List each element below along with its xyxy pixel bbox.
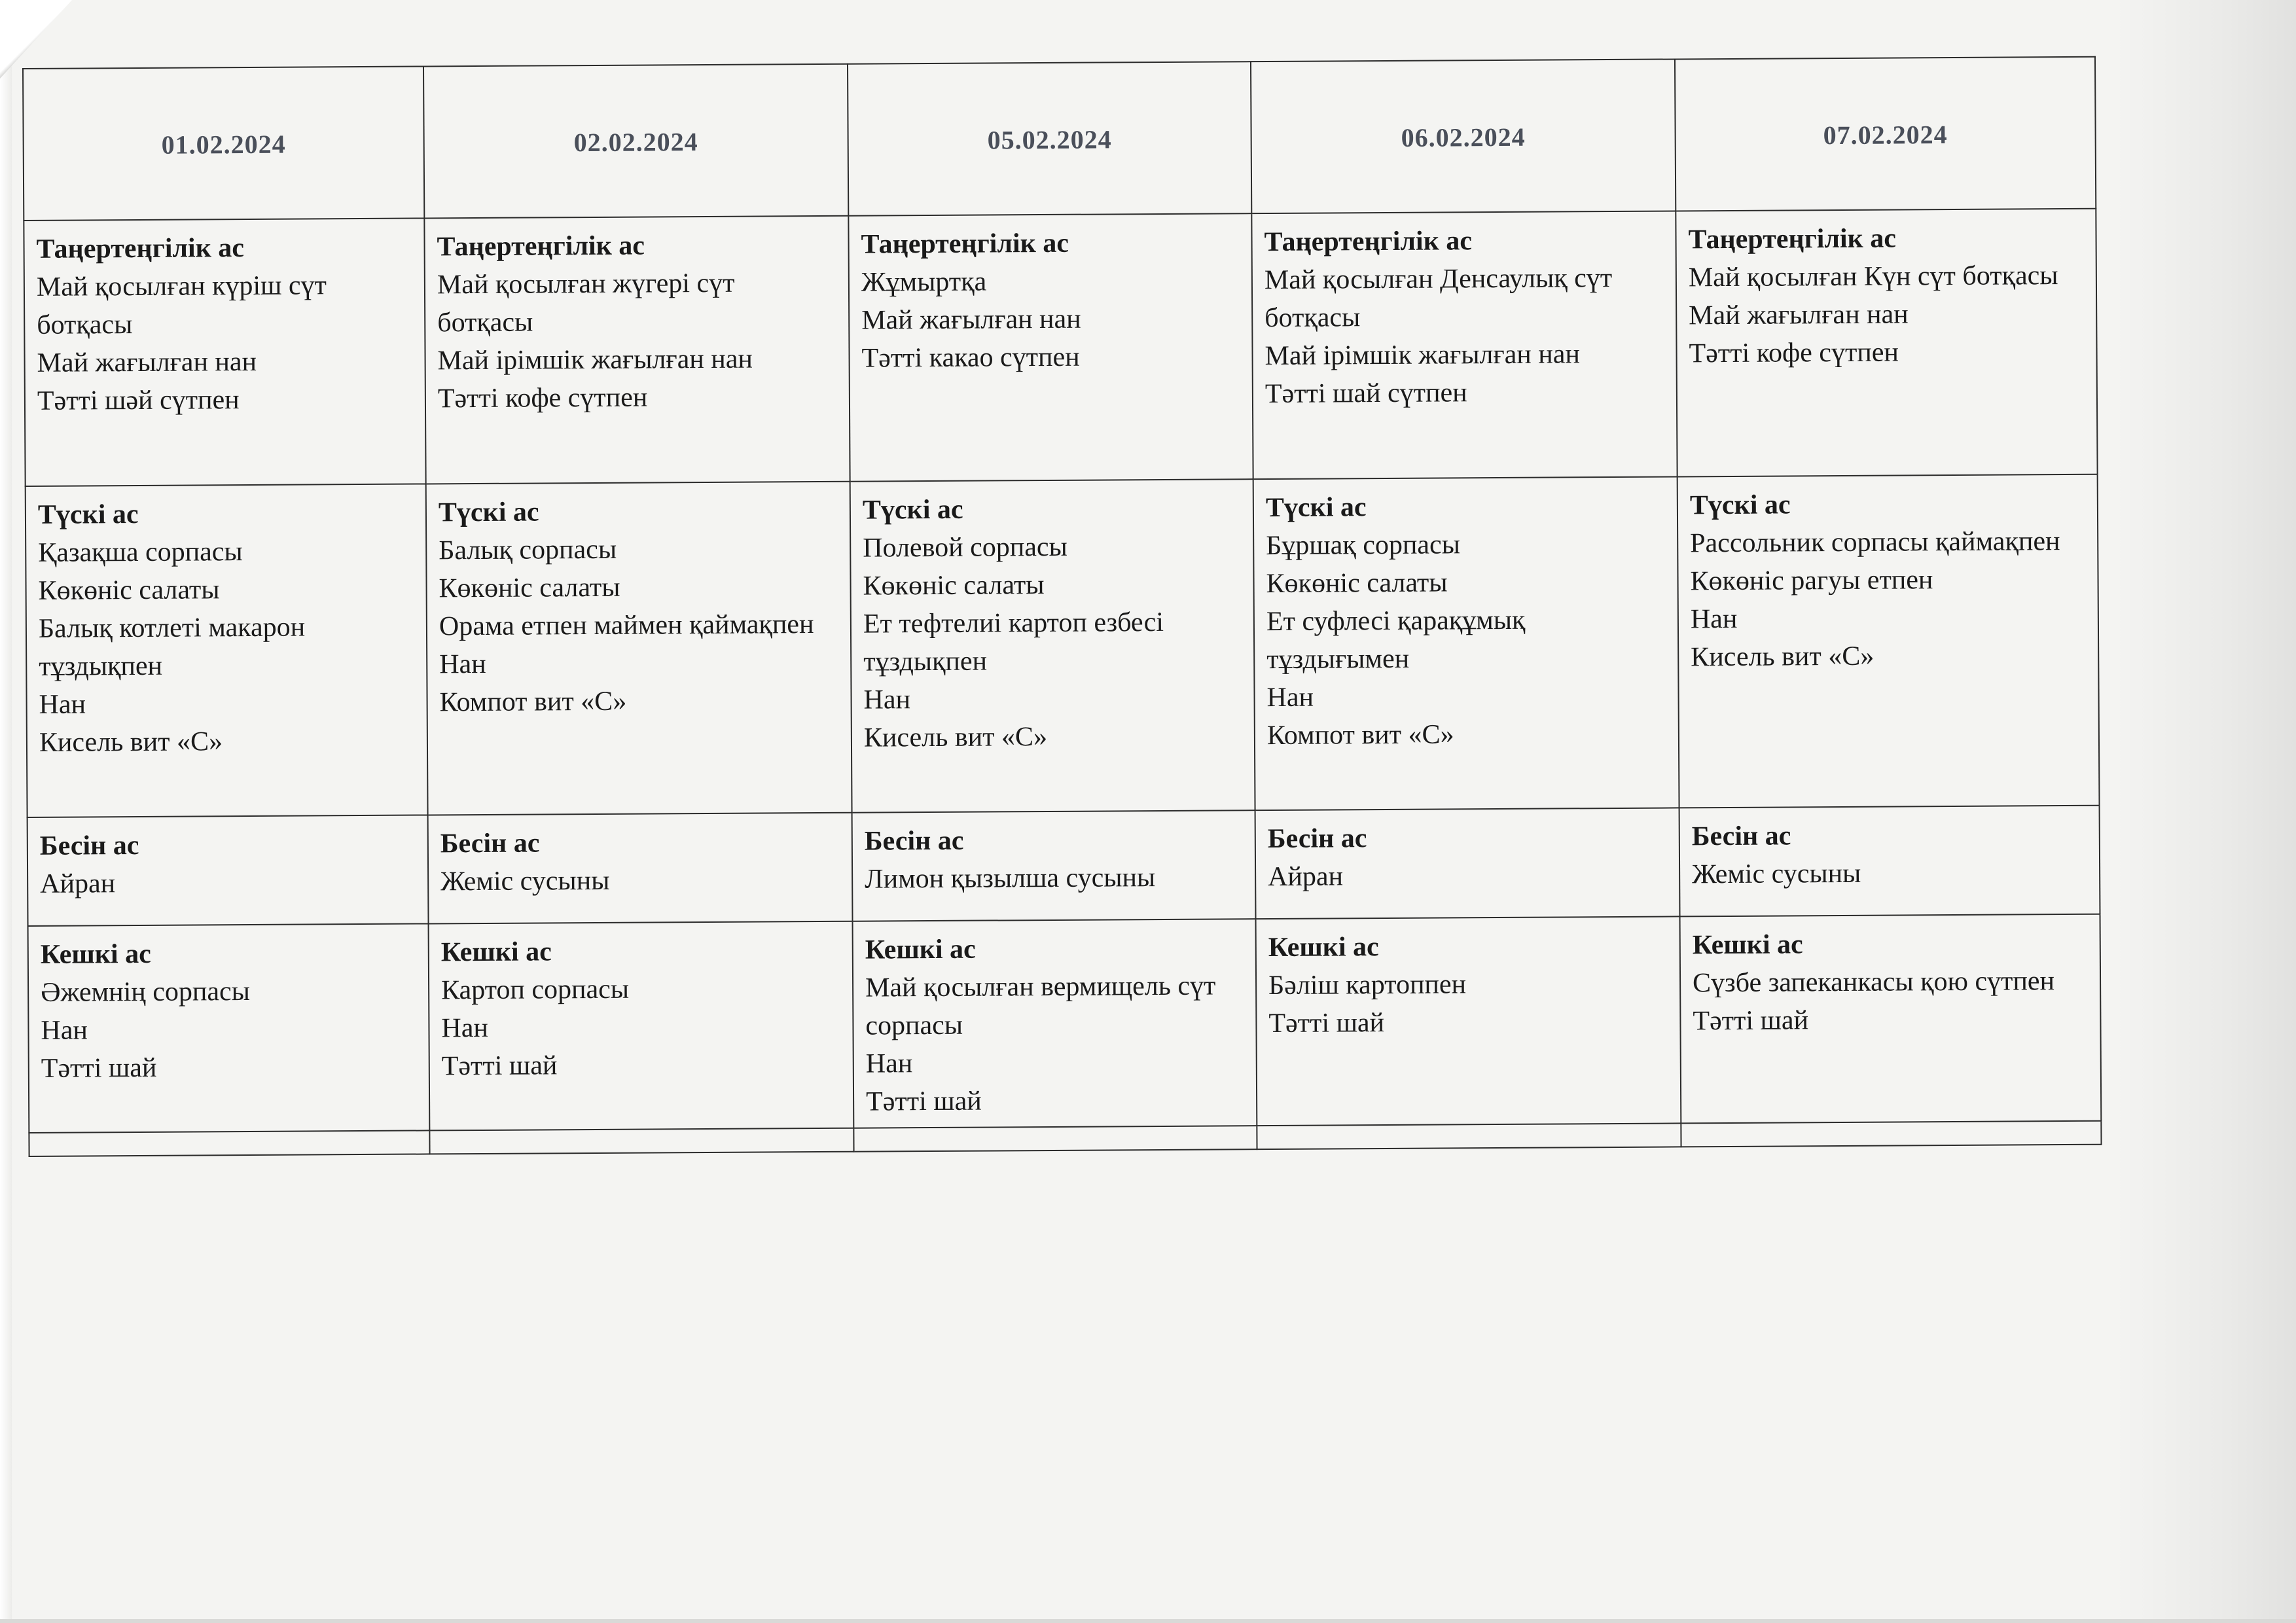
meal-title: Түскі ас: [37, 499, 139, 530]
lunch-row: [26, 474, 2100, 817]
empty-cell: [1681, 1121, 2101, 1147]
dish-item: Кисель вит «С»: [1691, 641, 1874, 673]
date-header: 06.02.2024: [1251, 59, 1676, 213]
dish-item: Тәтті шай: [865, 1086, 982, 1117]
meal-cell: [26, 484, 428, 817]
dish-item: Май жағылған нан: [861, 304, 1081, 336]
meal-title: Кешкі ас: [440, 936, 552, 968]
meal-cell: [1680, 914, 2102, 1124]
dish-item: Май жағылған нан: [37, 346, 257, 378]
dish-item: Нан: [865, 1048, 913, 1079]
dish-item: Картоп сорпасы: [440, 974, 630, 1006]
dish-item: Лимон қызылша сусыны: [865, 863, 1156, 895]
dish-item: Нан: [1690, 603, 1738, 635]
dish-item: Кисель вит «С»: [39, 726, 223, 758]
dish-item: Полевой сорпасы: [863, 531, 1067, 563]
meal-cell: [1256, 916, 1681, 1126]
meal-cell: [1255, 808, 1680, 919]
dish-item: Ет суфлесі қарақұмық тұздығымен: [1266, 605, 1526, 675]
dish-item: Бұршақ сорпасы: [1266, 529, 1460, 562]
dish-item: Май қосылған Күн сүт ботқасы: [1688, 260, 2058, 293]
dish-item: Тәтті шай сүтпен: [1265, 378, 1467, 410]
folded-corner: [0, 0, 72, 79]
meal-title: Түскі ас: [438, 497, 539, 528]
meal-title: Кешкі ас: [40, 938, 151, 970]
meal-title: Таңертеңгілік ас: [437, 230, 645, 262]
dish-item: Тәтті шай: [1693, 1005, 1809, 1037]
dish-item: Нан: [41, 1015, 88, 1046]
dish-item: Май қосылған Денсаулық сүт ботқасы: [1264, 263, 1613, 334]
dish-item: Нан: [863, 685, 911, 715]
dish-item: Көкөніс салаты: [863, 570, 1045, 601]
dish-item: Орама етпен маймен қаймақпен: [439, 609, 814, 642]
dish-item: Кисель вит «С»: [863, 721, 1048, 753]
dish-item: Май жағылған нан: [1689, 299, 1909, 331]
dish-item: Тәтті какао сүтпен: [861, 342, 1080, 374]
meal-title: Таңертеңгілік ас: [1688, 223, 1897, 255]
dish-item: Тәтті шай: [41, 1052, 157, 1084]
dish-item: Бәліш картоппен: [1268, 969, 1467, 1001]
meal-cell: [852, 810, 1256, 921]
dish-item: Май қосылған күріш сүт ботқасы: [36, 270, 327, 340]
meal-title: Таңертеңгілік ас: [1264, 226, 1473, 258]
meal-cell: [428, 813, 853, 924]
dish-item: Жұмыртқа: [861, 266, 987, 298]
dish-item: Нан: [439, 649, 486, 680]
dish-item: Май қосылған вермищель сүт сорпасы: [865, 971, 1216, 1041]
meal-title: Кешкі ас: [865, 934, 976, 965]
meal-cell: [853, 919, 1257, 1128]
meal-title: Бесін ас: [39, 830, 139, 861]
meal-title: Бесін ас: [1691, 821, 1791, 852]
dish-item: Компот вит «С»: [1266, 719, 1454, 751]
dish-item: Тәтті шай: [1268, 1008, 1385, 1039]
date-header: 01.02.2024: [23, 66, 424, 221]
date-header: 02.02.2024: [423, 64, 848, 219]
dish-item: Жеміс сусыны: [440, 865, 610, 897]
meal-cell: [429, 921, 854, 1131]
dish-item: Айран: [1268, 861, 1344, 893]
menu-table: [22, 56, 2102, 1157]
snack-row: [27, 806, 2100, 926]
dish-item: Май ірімшік жағылған нан: [437, 344, 753, 376]
dish-item: Нан: [39, 689, 86, 720]
dish-item: Әжемнің сорпасы: [41, 976, 251, 1008]
meal-cell: [424, 216, 850, 484]
meal-title: Бесін ас: [1267, 823, 1367, 855]
meal-cell: [24, 218, 425, 486]
meal-title: Кешкі ас: [1692, 929, 1803, 961]
dish-item: Балық сорпасы: [439, 534, 617, 566]
meal-cell: [1251, 211, 1677, 479]
scan-shadow: [2113, 0, 2296, 1623]
dish-item: Май қосылған жүгері сүт ботқасы: [437, 268, 735, 338]
dish-item: Компот вит «С»: [439, 686, 627, 718]
dish-item: Тәтті шәй сүтпен: [37, 385, 240, 416]
dish-item: Тәтті кофе сүтпен: [437, 382, 648, 414]
dish-item: Тәтті шай: [441, 1050, 558, 1082]
meal-title: Бесін ас: [864, 825, 964, 857]
dish-item: Май ірімшік жағылған нан: [1265, 339, 1581, 372]
empty-cell: [429, 1128, 853, 1154]
empty-cell: [29, 1130, 429, 1156]
date-header-row: [23, 57, 2096, 221]
scan-bottom-edge: [0, 1619, 2296, 1623]
dish-item: Көкөніс салаты: [439, 572, 620, 604]
breakfast-row: [24, 209, 2097, 486]
meal-title: Түскі ас: [1265, 492, 1367, 524]
dish-item: Балық котлеті макарон тұздықпен: [38, 612, 306, 682]
dish-item: Нан: [1266, 682, 1314, 713]
meal-cell: [848, 213, 1253, 482]
meal-title: Түскі ас: [1689, 490, 1791, 521]
dish-item: Сүзбе запеканкасы қою сүтпен: [1692, 966, 2055, 999]
meal-title: Кешкі ас: [1268, 932, 1379, 963]
meal-title: Таңертеңгілік ас: [861, 228, 1069, 260]
meal-cell: [426, 482, 852, 815]
dinner-row: [28, 914, 2102, 1133]
dish-item: Нан: [441, 1012, 489, 1044]
dish-item: Ет тефтелиі картоп езбесі тұздықпен: [863, 607, 1164, 677]
empty-cell: [853, 1126, 1257, 1152]
meal-cell: [1253, 476, 1679, 810]
empty-cell: [1257, 1123, 1681, 1149]
dish-item: Көкөніс салаты: [38, 575, 220, 606]
meal-cell: [850, 479, 1255, 813]
meal-cell: [28, 923, 430, 1133]
date-header: 05.02.2024: [848, 62, 1251, 216]
date-header: 07.02.2024: [1675, 57, 2096, 211]
meal-cell: [1676, 209, 2097, 477]
dish-item: Тәтті кофе сүтпен: [1689, 337, 1899, 369]
meal-cell: [27, 815, 429, 926]
meal-title: Түскі ас: [862, 494, 963, 526]
dish-item: Көкөніс рагуы етпен: [1690, 565, 1933, 597]
dish-item: Қазақша сорпасы: [38, 537, 243, 568]
dish-item: Айран: [40, 868, 116, 899]
meal-cell: [1677, 474, 2100, 808]
dish-item: Рассольник сорпасы қаймақпен: [1690, 526, 2060, 559]
meal-title: Таңертеңгілік ас: [36, 233, 245, 264]
dish-item: Жеміс сусыны: [1692, 858, 1861, 890]
scan-edge: [0, 0, 12, 1623]
meal-cell: [1679, 806, 2100, 917]
dish-item: Көкөніс салаты: [1266, 567, 1448, 599]
meal-title: Бесін ас: [440, 828, 540, 859]
